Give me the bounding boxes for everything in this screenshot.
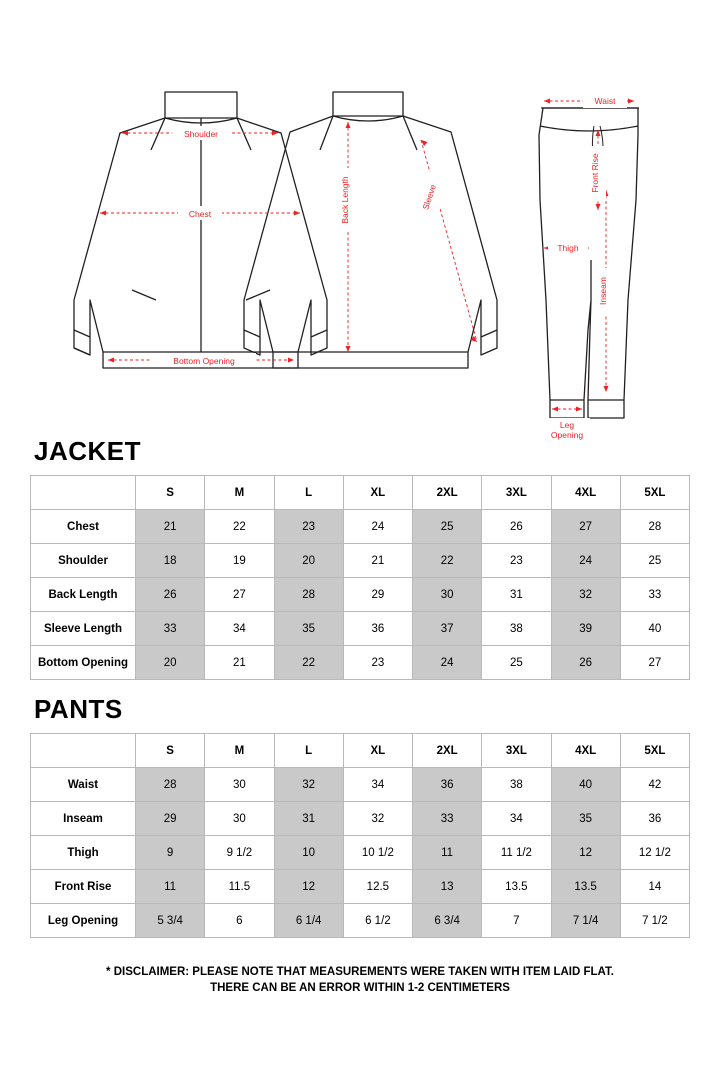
- disclaimer: [28, 964, 692, 996]
- cell: 31: [482, 578, 551, 612]
- cell: 30: [205, 802, 274, 836]
- cell: 6: [205, 904, 274, 938]
- cell: 6 1/4: [274, 904, 343, 938]
- cell: 9: [136, 836, 205, 870]
- cell: 36: [620, 802, 689, 836]
- table-header-row: [31, 734, 690, 768]
- cell: 34: [482, 802, 551, 836]
- row-label: Front Rise: [31, 870, 136, 904]
- row-label: Inseam: [31, 802, 136, 836]
- cell: 10: [274, 836, 343, 870]
- cell: 18: [136, 544, 205, 578]
- cell: 14: [620, 870, 689, 904]
- cell: 24: [343, 510, 412, 544]
- cell: 24: [551, 544, 620, 578]
- label-chest: Chest: [188, 209, 212, 219]
- cell: 28: [274, 578, 343, 612]
- cell: 26: [551, 646, 620, 680]
- pants-size-header: 4XL: [551, 734, 620, 768]
- cell: 22: [205, 510, 274, 544]
- cell: 20: [274, 544, 343, 578]
- cell: 32: [274, 768, 343, 802]
- cell: 6 3/4: [413, 904, 482, 938]
- cell: 22: [274, 646, 343, 680]
- row-label: Chest: [31, 510, 136, 544]
- cell: 33: [620, 578, 689, 612]
- cell: 23: [482, 544, 551, 578]
- row-label: Back Length: [31, 578, 136, 612]
- cell: 23: [343, 646, 412, 680]
- pants-size-header: L: [274, 734, 343, 768]
- table-row: [31, 612, 690, 646]
- table-row: [31, 870, 690, 904]
- cell: 37: [413, 612, 482, 646]
- cell: 13.5: [482, 870, 551, 904]
- cell: 36: [413, 768, 482, 802]
- table-row: [31, 646, 690, 680]
- cell: 35: [551, 802, 620, 836]
- cell: 32: [551, 578, 620, 612]
- label-inseam: Inseam: [598, 277, 608, 305]
- jacket-size-header: 2XL: [413, 476, 482, 510]
- pants-size-header: S: [136, 734, 205, 768]
- cell: 25: [620, 544, 689, 578]
- cell: 35: [274, 612, 343, 646]
- cell: 11: [413, 836, 482, 870]
- jacket-size-header: M: [205, 476, 274, 510]
- table-row: [31, 904, 690, 938]
- table-row: [31, 510, 690, 544]
- cell: 40: [620, 612, 689, 646]
- cell: 24: [413, 646, 482, 680]
- table-row: [31, 544, 690, 578]
- cell: 12: [274, 870, 343, 904]
- jacket-size-header: L: [274, 476, 343, 510]
- cell: 36: [343, 612, 412, 646]
- cell: 26: [482, 510, 551, 544]
- label-opening: Opening: [550, 430, 584, 440]
- jacket-size-table: [30, 475, 690, 680]
- cell: 22: [413, 544, 482, 578]
- pants-size-table: [30, 733, 690, 938]
- table-row: [31, 836, 690, 870]
- cell: 12.5: [343, 870, 412, 904]
- cell: 39: [551, 612, 620, 646]
- jacket-section-title: JACKET: [34, 436, 142, 466]
- pants-size-header: 2XL: [413, 734, 482, 768]
- cell: 6 1/2: [343, 904, 412, 938]
- cell: 7: [482, 904, 551, 938]
- table-row: [31, 578, 690, 612]
- pants-size-header: M: [205, 734, 274, 768]
- label-sleeve: Sleeve: [420, 183, 438, 211]
- cell: 21: [205, 646, 274, 680]
- pants-size-header: XL: [343, 734, 412, 768]
- cell: 12: [551, 836, 620, 870]
- row-label: Shoulder: [31, 544, 136, 578]
- jacket-size-header: 3XL: [482, 476, 551, 510]
- cell: 11: [136, 870, 205, 904]
- pants-section-title: PANTS: [34, 694, 123, 724]
- cell: 27: [551, 510, 620, 544]
- cell: 28: [136, 768, 205, 802]
- label-bottom-opening: Bottom Opening: [173, 356, 235, 366]
- cell: 26: [136, 578, 205, 612]
- cell: 20: [136, 646, 205, 680]
- cell: 19: [205, 544, 274, 578]
- pants-table-corner: [31, 734, 136, 768]
- row-label: Bottom Opening: [31, 646, 136, 680]
- cell: 29: [136, 802, 205, 836]
- cell: 40: [551, 768, 620, 802]
- cell: 13.5: [551, 870, 620, 904]
- cell: 11 1/2: [482, 836, 551, 870]
- disclaimer-line-2: THERE CAN BE AN ERROR WITHIN 1-2 CENTIMETERS: [210, 982, 510, 994]
- cell: 29: [343, 578, 412, 612]
- cell: 12 1/2: [620, 836, 689, 870]
- pants-size-header: 5XL: [620, 734, 689, 768]
- cell: 32: [343, 802, 412, 836]
- disclaimer-line-1: * DISCLAIMER: PLEASE NOTE THAT MEASUREMENTS WERE TAKEN WITH ITEM LAID FLAT.: [106, 966, 614, 978]
- cell: 33: [136, 612, 205, 646]
- cell: 21: [136, 510, 205, 544]
- cell: 13: [413, 870, 482, 904]
- cell: 7 1/2: [620, 904, 689, 938]
- cell: 33: [413, 802, 482, 836]
- row-label: Leg Opening: [31, 904, 136, 938]
- cell: 21: [343, 544, 412, 578]
- jacket-size-header: 4XL: [551, 476, 620, 510]
- table-row: [31, 768, 690, 802]
- cell: 42: [620, 768, 689, 802]
- cell: 38: [482, 768, 551, 802]
- cell: 25: [413, 510, 482, 544]
- row-label: Sleeve Length: [31, 612, 136, 646]
- cell: 23: [274, 510, 343, 544]
- garment-diagram: [28, 0, 692, 440]
- jacket-size-header: 5XL: [620, 476, 689, 510]
- cell: 30: [205, 768, 274, 802]
- cell: 11.5: [205, 870, 274, 904]
- jacket-size-header: S: [136, 476, 205, 510]
- cell: 34: [205, 612, 274, 646]
- label-waist: Waist: [594, 96, 616, 106]
- jacket-table-corner: [31, 476, 136, 510]
- cell: 10 1/2: [343, 836, 412, 870]
- cell: 9 1/2: [205, 836, 274, 870]
- table-row: [31, 802, 690, 836]
- cell: 38: [482, 612, 551, 646]
- label-back-length: Back Length: [340, 176, 350, 224]
- cell: 34: [343, 768, 412, 802]
- cell: 31: [274, 802, 343, 836]
- pants-size-header: 3XL: [482, 734, 551, 768]
- cell: 5 3/4: [136, 904, 205, 938]
- label-thigh: Thigh: [557, 243, 579, 253]
- cell: 28: [620, 510, 689, 544]
- cell: 30: [413, 578, 482, 612]
- label-front-rise: Front Rise: [590, 153, 600, 193]
- cell: 27: [620, 646, 689, 680]
- jacket-size-header: XL: [343, 476, 412, 510]
- row-label: Thigh: [31, 836, 136, 870]
- table-header-row: [31, 476, 690, 510]
- row-label: Waist: [31, 768, 136, 802]
- cell: 27: [205, 578, 274, 612]
- label-shoulder: Shoulder: [183, 129, 219, 139]
- cell: 7 1/4: [551, 904, 620, 938]
- label-leg: Leg: [559, 420, 575, 430]
- cell: 25: [482, 646, 551, 680]
